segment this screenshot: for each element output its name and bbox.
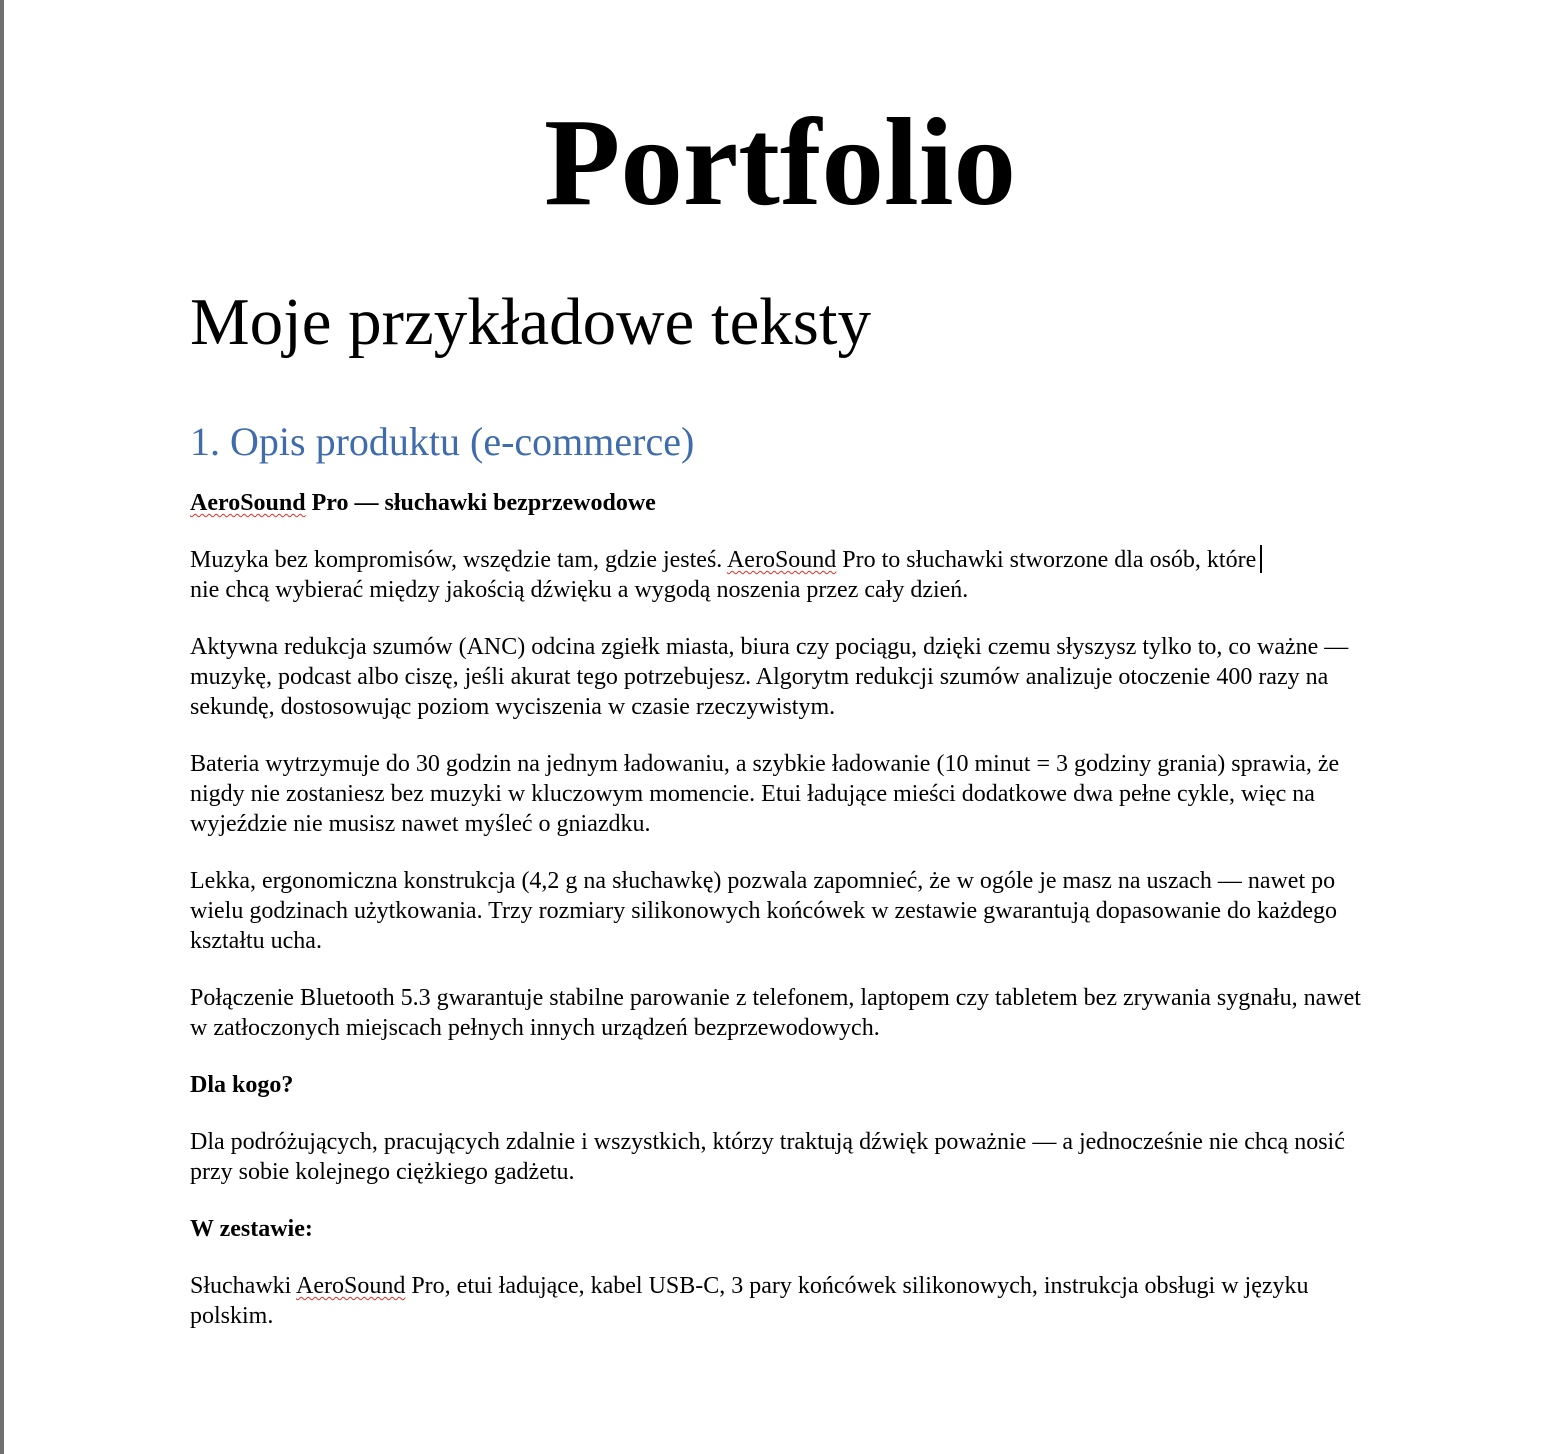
package-paragraph — [190, 1271, 1370, 1331]
intro-text-start: Muzyka bez kompromisów, wszędzie tam, gdzie jesteś. — [190, 547, 727, 573]
document-title: Portfolio — [543, 94, 1017, 232]
section-heading: 1. Opis produktu (e-commerce) — [190, 419, 695, 464]
product-heading-text: Pro — słuchawki bezprzewodowe — [305, 490, 656, 516]
intro-paragraph — [190, 545, 1370, 605]
spellcheck-word[interactable]: AeroSound — [296, 1273, 406, 1299]
package-text-start: Słuchawki — [190, 1273, 296, 1299]
audience-heading: Dla kogo? — [190, 1072, 294, 1098]
document-subtitle: Moje przykładowe teksty — [190, 285, 871, 359]
product-heading — [190, 488, 1370, 518]
document-page[interactable] — [4, 0, 1552, 1454]
ergonomics-paragraph: Lekka, ergonomiczna konstrukcja (4,2 g na słuchawkę) pozwala zapomnieć, że w ogóle je masz na uszach — nawet po wielu godzinach użytkowania. Trzy rozmiary silikonowych końcówek w zestawie gwarantują dopasowanie do każdego kształtu ucha. — [190, 868, 1338, 954]
section-body — [190, 488, 1370, 1358]
package-heading: W zestawie: — [190, 1216, 313, 1242]
anc-paragraph: Aktywna redukcja szumów (ANC) odcina zgiełk miasta, biura czy pociągu, dzięki czemu słyszysz tylko to, co ważne — muzykę, podcast albo ciszę, jeśli akurat tego potrzebujesz. Algorytm redukcji szumów analizuje otoczenie 400 razy na sekundę, dostosowując poziom wyciszenia w czasie rzeczywistym. — [190, 634, 1349, 720]
text-cursor — [1260, 545, 1262, 573]
battery-paragraph: Bateria wytrzymuje do 30 godzin na jednym ładowaniu, a szybkie ładowanie (10 minut = 3 godziny grania) sprawia, że nigdy nie zostaniesz bez muzyki w kluczowym momencie. Etui ładujące mieści dodatkowe dwa pełne cykle, więc na wyjeździe nie musisz nawet myśleć o gniazdku. — [190, 751, 1340, 837]
intro-text-line2: nie chcą wybierać między jakością dźwięku a wygodą noszenia przez cały dzień. — [190, 577, 969, 603]
spellcheck-word[interactable]: AeroSound — [190, 490, 306, 516]
intro-text-line1: Pro to słuchawki stworzone dla osób, które — [836, 547, 1257, 573]
spellcheck-word[interactable]: AeroSound — [726, 547, 837, 573]
bluetooth-paragraph: Połączenie Bluetooth 5.3 gwarantuje stabilne parowanie z telefonem, laptopem czy tabletem bez zrywania sygnału, nawet w zatłoczonych miejscach pełnych innych urządzeń bezprzewodowych. — [190, 985, 1361, 1041]
audience-paragraph: Dla podróżujących, pracujących zdalnie i wszystkich, którzy traktują dźwięk poważnie — a jednocześnie nie chcą nosić przy sobie kolejnego ciężkiego gadżetu. — [190, 1129, 1345, 1185]
package-text-rest: Pro, etui ładujące, kabel USB-C, 3 pary końcówek silikonowych, instrukcja obsługi w języku polskim. — [190, 1273, 1309, 1329]
